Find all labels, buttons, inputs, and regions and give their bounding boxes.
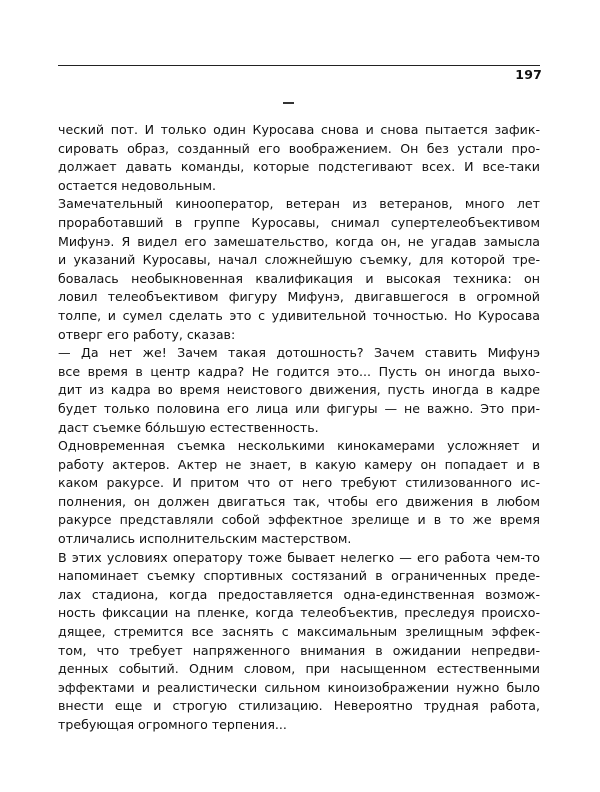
text-line: Одновременная съемка несколькими кинокамерами усложняет и <box>58 438 540 454</box>
text-line: проработавший в группе Куросавы, снимал супертелеобъективом <box>58 214 540 230</box>
text-line: отличались исполнительским мастерством. <box>58 531 352 547</box>
text-line: бовалась необыкновенная квалификация и высокая техника: он <box>58 270 540 286</box>
text-line: работу актеров. Актер не знает, в какую камеру он попадает и в <box>58 456 540 472</box>
paragraph <box>58 121 540 195</box>
text-line: сировать образ, созданный его воображением. Он без устали про- <box>58 140 540 156</box>
text-line: и указаний Куросавы, начал сложнейшую съемку, для которой тре- <box>58 252 540 268</box>
paragraph <box>58 549 540 735</box>
text-line: дит из кадра во время неистового движения, пусть иногда в кадре <box>58 382 540 398</box>
text-line: должает давать команды, которые подстегивают всех. И все-таки <box>58 159 540 175</box>
text-line: напоминает съемку спортивных состязаний в ограниченных преде- <box>58 568 540 584</box>
page-number: 197 <box>515 67 542 82</box>
text-line: дящее, стремится все заснять с максимальным зрелищным эффек- <box>58 624 540 640</box>
text-line: — Да нет же! Зачем такая дотошность? Зачем ставить Мифунэ <box>58 345 540 361</box>
text-line: отверг его работу, сказав: <box>58 326 236 342</box>
header-rule <box>58 65 540 66</box>
text-line: внести еще и строгую стилизацию. Невероятно трудная работа, <box>58 698 540 714</box>
text-line: все время в центр кадра? Не годится это... Пусть он иногда выхо- <box>58 363 540 379</box>
body-text <box>58 121 540 735</box>
text-line: В этих условиях оператору тоже бывает нелегко — его работа чем-то <box>58 549 540 565</box>
text-line: Замечательный кинооператор, ветеран из ветеранов, много лет <box>58 196 540 212</box>
text-line: ность фиксации на пленке, когда телеобъектив, преследуя происхо- <box>58 605 540 621</box>
dash-mark <box>283 102 294 104</box>
text-line: ловил телеобъективом фигуру Мифунэ, двигавшегося в огромной <box>58 289 540 305</box>
text-line: ческий пот. И только один Куросава снова и снова пытается зафик- <box>58 122 540 137</box>
text-line: остается недовольным. <box>58 177 216 193</box>
paragraph <box>58 437 540 549</box>
text-line: том, что требует напряженного внимания в ожидании непредви- <box>58 642 540 658</box>
paragraph <box>58 195 540 344</box>
text-line: требующая огромного терпения... <box>58 717 287 732</box>
paragraph <box>58 344 540 437</box>
text-line: полнения, он должен двигаться так, чтобы его движения в любом <box>58 493 540 509</box>
text-line: даст съемке бо́льшую естественность. <box>58 419 319 435</box>
text-line: Мифунэ. Я видел его замешательство, когда он, не угадав замысла <box>58 233 540 249</box>
text-line: эффектами и реалистически сильном киноизображении нужно было <box>58 679 540 695</box>
text-line: ракурсе представляли собой эффектное зрелище и в то же время <box>58 512 540 528</box>
text-line: будет только половина его лица или фигуры — не важно. Это при- <box>58 400 540 416</box>
text-line: толпе, и сумел сделать это с удивительной точностью. Но Куросава <box>58 307 540 323</box>
text-line: денных событий. Одним словом, при насыщенном естественными <box>58 661 540 677</box>
text-line: каком ракурсе. И притом что от него требуют стилизованного ис- <box>58 475 540 491</box>
text-line: лах стадиона, когда предоставляется одна-единственная возмож- <box>58 586 540 602</box>
